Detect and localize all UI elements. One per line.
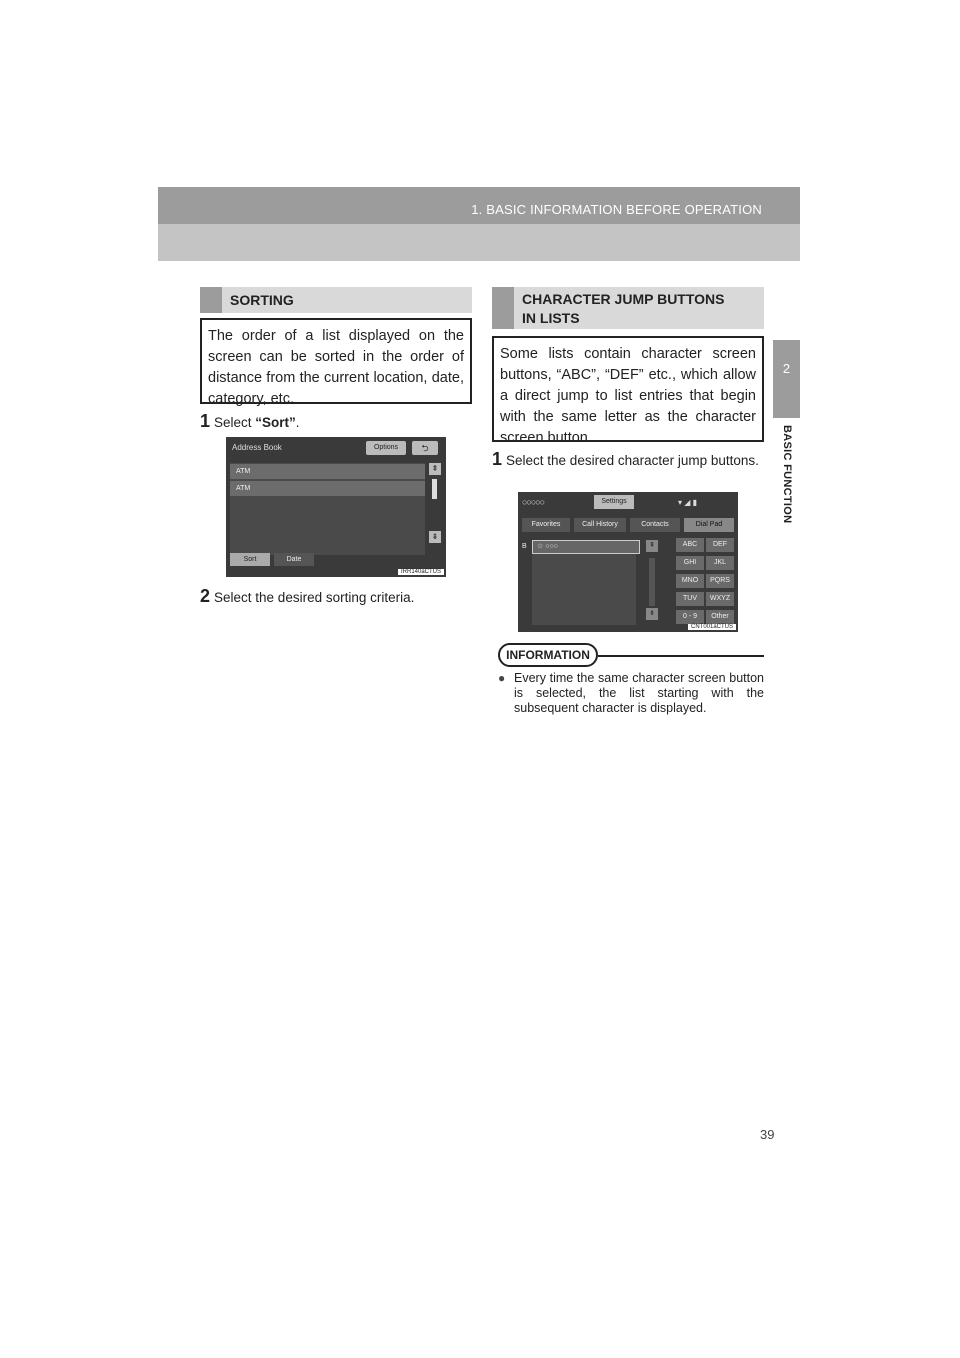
address-book-screenshot	[226, 437, 446, 577]
options-button[interactable]: Options	[366, 441, 406, 455]
contact-item[interactable]: ☆ ○○○	[532, 540, 640, 554]
tab-dial-pad[interactable]: Dial Pad	[684, 518, 734, 532]
sort-button[interactable]: Sort	[230, 553, 270, 566]
tab-call-history[interactable]: Call History	[574, 518, 626, 532]
char-jump-button[interactable]: PQRS	[706, 574, 734, 588]
information-note	[498, 671, 764, 716]
screen-title: ○○○○○	[522, 497, 545, 507]
index-letter: B	[522, 543, 527, 550]
heading-marker	[200, 287, 222, 313]
scroll-up-icon[interactable]: ⇞	[429, 463, 441, 475]
char-jump-button[interactable]: ABC	[676, 538, 704, 552]
char-jump-button[interactable]: DEF	[706, 538, 734, 552]
page-number: 39	[760, 1127, 775, 1142]
jump-heading-line2: IN LISTS	[522, 310, 580, 326]
scroll-down-icon[interactable]: ⇟	[646, 608, 658, 620]
tab-favorites[interactable]: Favorites	[522, 518, 570, 532]
date-button[interactable]: Date	[274, 553, 314, 566]
bullet-icon: ●	[498, 671, 506, 685]
char-jump-button[interactable]: Other	[706, 610, 734, 624]
chapter-title: 1. BASIC INFORMATION BEFORE OPERATION	[471, 202, 762, 217]
chapter-label	[765, 425, 805, 524]
information-label: INFORMATION	[498, 643, 598, 667]
sorting-step-2: 2 Select the desired sorting criteria.	[200, 586, 415, 606]
sorting-description-box	[200, 318, 472, 407]
jump-heading-line1: CHARACTER JUMP BUTTONS	[522, 291, 725, 307]
chapter-number-tab: 2	[773, 340, 800, 418]
char-jump-button[interactable]: MNO	[676, 574, 704, 588]
char-jump-button[interactable]: WXYZ	[706, 592, 734, 606]
jump-description: Some lists contain character screen buttons, “ABC”, “DEF” etc., which allow a direct jump to list entries that begin with the same letter as the character screen button.	[500, 346, 756, 446]
scroll-down-icon[interactable]: ⇟	[429, 531, 441, 543]
jump-step-1: 1 Select the desired character jump buttons.	[492, 449, 759, 469]
sorting-description: The order of a list displayed on the screen can be sorted in the order of distance from the current location, date, category, etc.	[208, 328, 464, 407]
sorting-heading-text: SORTING	[230, 292, 294, 308]
list-item[interactable]: ATM	[230, 481, 425, 496]
scrollbar-thumb[interactable]	[432, 479, 437, 499]
jump-heading	[492, 287, 764, 329]
sort-keyword: “Sort”	[255, 415, 296, 430]
tab-contacts[interactable]: Contacts	[630, 518, 680, 532]
scrollbar-track[interactable]	[649, 558, 655, 606]
phone-contacts-screenshot	[518, 492, 738, 632]
image-code: CNT001aCTUS	[688, 624, 736, 630]
sorting-step-1: 1 Select “Sort”.	[200, 411, 300, 431]
heading-marker	[492, 287, 514, 329]
char-jump-button[interactable]: 0 - 9	[676, 610, 704, 624]
sorting-heading	[200, 287, 472, 313]
scroll-up-icon[interactable]: ⇞	[646, 540, 658, 552]
char-jump-button[interactable]: GHI	[676, 556, 704, 570]
back-icon[interactable]: ⮌	[412, 441, 438, 455]
char-jump-button[interactable]: JKL	[706, 556, 734, 570]
header-band	[158, 187, 800, 224]
jump-description-box	[492, 336, 764, 446]
screen-title: Address Book	[232, 443, 282, 452]
status-icons: ▾ ◢ ▮	[678, 498, 698, 507]
information-text: Every time the same character screen button is selected, the list starting with the subsequent character is displayed.	[514, 671, 764, 715]
settings-button[interactable]: Settings	[594, 495, 634, 509]
header-subband	[158, 224, 800, 261]
list-item[interactable]: ATM	[230, 464, 425, 479]
chapter-label-text: BASIC FUNCTION	[781, 425, 793, 524]
image-code: IRR140aCTUS	[398, 569, 444, 575]
char-jump-button[interactable]: TUV	[676, 592, 704, 606]
info-divider	[598, 655, 764, 657]
